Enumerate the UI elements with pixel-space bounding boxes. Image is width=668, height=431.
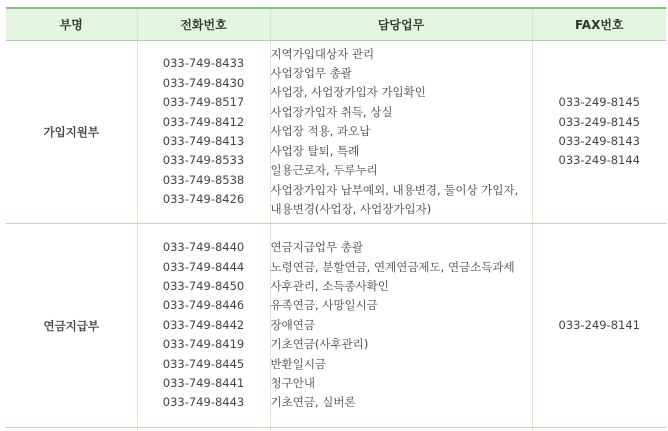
duty-item: 사업장업무 총괄 (270, 66, 352, 81)
duty-item: 일용근로자, 두루누리 (270, 163, 378, 178)
phone-list (137, 41, 270, 224)
duty-list (270, 41, 532, 224)
phone-number: 033-749-8450 (162, 278, 245, 293)
phone-number: 033-749-8433 (162, 56, 245, 71)
duty-item: 사업장가입자 납부예외, 내용변경, 둘이상 가입자, 내용변경(사업장, 사업장가입자) (270, 182, 519, 216)
fax-number: 033-249-8141 (558, 317, 640, 332)
phone-number: 033-749-8538 (162, 172, 245, 187)
department-contact-table (6, 7, 666, 431)
duty-item: 사업장, 사업장가입자 가입확인 (270, 85, 426, 100)
phone-number: 033-749-8444 (162, 259, 245, 274)
table-row (6, 41, 666, 224)
duty-item: 청구안내 (270, 376, 315, 391)
fax-number: 033-249-8143 (558, 134, 640, 148)
header-dept: 부명 (6, 8, 137, 41)
duty-item: 사업장 적용, 과오납 (270, 124, 371, 139)
phone-number: 033-749-8440 (162, 240, 245, 255)
phone-number: 033-749-8412 (162, 114, 245, 129)
fax-list (532, 224, 666, 428)
duty-item: 반환일시금 (270, 356, 327, 371)
table-cell-empty (532, 428, 666, 431)
duty-item: 연금지급업무 총괄 (270, 240, 364, 255)
duty-item: 노령연금, 분할연금, 연계연금제도, 연금소득과세 (270, 259, 515, 274)
fax-number: 033-249-8144 (558, 153, 640, 168)
dept-name: 연금지급부 (6, 224, 137, 428)
phone-number: 033-749-8441 (162, 376, 245, 391)
table-row-partial (6, 428, 666, 431)
phone-number: 033-749-8430 (162, 75, 245, 90)
table-cell-empty (270, 428, 532, 431)
header-duties: 담당업무 (270, 8, 532, 41)
duty-item: 유족연금, 사망일시금 (270, 298, 378, 313)
duty-item: 지역가입대상자 관리 (270, 46, 375, 61)
table-cell-empty (6, 428, 137, 431)
phone-number: 033-749-8419 (162, 337, 245, 352)
duty-item: 기초연금(사후관리) (270, 337, 369, 352)
duty-item: 장애연금 (270, 317, 315, 332)
phone-number: 033-749-8517 (162, 95, 245, 110)
fax-number: 033-249-8145 (558, 114, 640, 129)
fax-number: 033-249-8145 (558, 95, 640, 110)
phone-number: 033-749-8446 (162, 298, 245, 313)
phone-number: 033-749-8445 (162, 356, 245, 371)
duty-item: 기초연금, 실버론 (270, 395, 356, 410)
fax-list (532, 41, 666, 224)
duty-item: 사업장 탈퇴, 특례 (270, 143, 360, 158)
phone-number: 033-749-8442 (162, 317, 245, 332)
table-row (6, 224, 666, 428)
duty-item: 사후관리, 소득종사확인 (270, 278, 389, 293)
header-phone: 전화번호 (137, 8, 270, 41)
phone-number: 033-749-8413 (162, 134, 245, 148)
header-fax: FAX번호 (532, 8, 666, 41)
phone-list (137, 224, 270, 428)
table-header-row (6, 8, 666, 41)
table-cell-empty (137, 428, 270, 431)
duty-item: 사업장가입자 취득, 상실 (270, 104, 393, 119)
phone-number: 033-749-8443 (162, 395, 245, 410)
dept-name: 가입지원부 (6, 41, 137, 224)
phone-number: 033-749-8533 (162, 153, 245, 168)
duty-list (270, 224, 532, 428)
phone-number: 033-749-8426 (162, 192, 245, 207)
